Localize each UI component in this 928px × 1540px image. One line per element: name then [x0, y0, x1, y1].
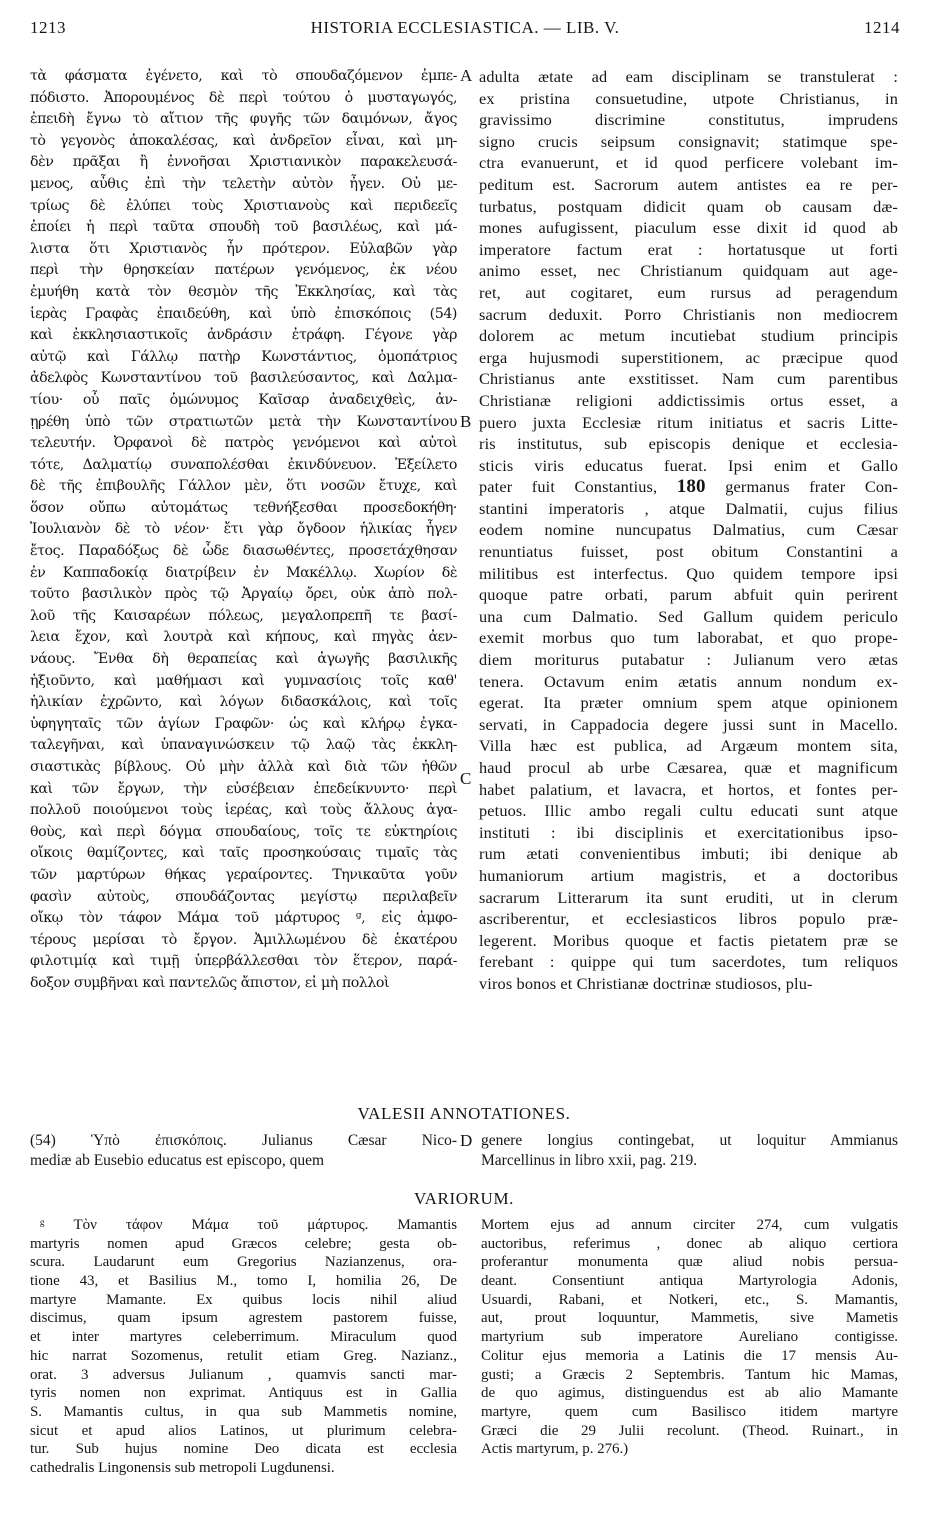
latin-text-line: peditum est. Sacrorum autem antistes ea re per-	[479, 174, 898, 194]
variorum-line: martyre, quem cum Basilisco itidem martyre	[481, 1403, 898, 1420]
latin-text-line: Christianæ religioni addictissimis ortus esset, a	[479, 390, 898, 410]
greek-text-line: ταλεγῆναι, καὶ ὑπαναγινώσκειν τῷ λαῷ τὰς ἐκκλη-	[30, 737, 457, 754]
annotation-line: genere longius contingebat, ut loquitur Ammianus	[481, 1132, 898, 1149]
greek-text-line: Ἰουλιανὸν δὲ τὸ νέον· ἔτι γὰρ ὄγδοον ἡλικίας ἦγεν	[30, 521, 457, 538]
latin-text-line: animo esset, nec Christianum quidquam aut age-	[479, 261, 898, 281]
page-number-right: 1214	[864, 18, 900, 37]
latin-text-line: militibus est interfectus. Quo quidem tempore ipsi	[479, 563, 898, 583]
variorum-title: VARIORUM.	[413, 1189, 515, 1208]
latin-text-line: habet palatium, et lavacra, et hortos, et fontes per-	[479, 779, 898, 799]
greek-text-line: ἱερὰς Γραφὰς ἐπαιδεύθη, καὶ ὑπὸ ἐπισκόποις (54)	[30, 305, 457, 322]
greek-text-line: τρίως δὲ ἐλύπει τοὺς Χριστιανοὺς καὶ περιδεεῖς	[30, 197, 457, 214]
greek-text-line: ἐμυήθη κατὰ τὸν θεσμὸν τῆς Ἐκκλησίας, καὶ τὰς	[30, 283, 457, 300]
greek-text-line: τὰ φάσματα ἐγένετο, καὶ τὸ σπουδαζόμενον ἐμπε-	[30, 68, 457, 84]
greek-text-line: νάους. Ἔνθα δὴ θεραπείας καὶ ἀγωγῆς βασιλικῆς	[30, 651, 457, 668]
latin-text-line: ctra evanuerunt, et id quod perficere volebant im-	[479, 153, 898, 173]
latin-text-column	[479, 66, 898, 995]
latin-text-line: una cum Dalmatio. Sed Gallum quidem periculo	[479, 606, 898, 626]
greek-text-line: περὶ τὴν θρησκείαν πατέρων γενόμενος, ἐκ νέου	[30, 262, 457, 279]
greek-text-line: τοῦτο βασιλικὸν πρὸς τῷ Ἀργαίῳ ὄρει, οὐκ ἀπὸ πολ-	[30, 586, 457, 603]
variorum-line: et inter martyres celeberrimum. Miraculum quod	[30, 1329, 457, 1346]
latin-text-line: imperatore factum erat : hortatusque ut forti	[479, 239, 898, 259]
variorum-line: Græci die 29 Julii recolunt. (Theod. Ruinart., in	[481, 1422, 898, 1439]
greek-text-line: καὶ τῶν ἔργων, τὴν εὐσέβειαν ἐπεδείκνυντο· περὶ	[30, 780, 457, 797]
latin-text-line: mones aufugissent, piaculum esse dixit id quod ab	[479, 218, 898, 238]
latin-text-line: egerat. Ita præter omnium spem atque opinionem	[479, 693, 898, 713]
variorum-line: discimus, quam ipsum agrestem pastorem fuisse,	[30, 1310, 457, 1327]
greek-text-line: οἴκῳ τὸν τάφον Μάμα τοῦ μάρτυρος ᵍ, εἰς ἀμφο-	[30, 910, 457, 927]
latin-text-line: renuntiatus fuisset, post obitum Constantini a	[479, 542, 898, 562]
greek-text-line: τὸ γεγονὸς ἀποκαλέσας, καὶ ἀνδρεῖον εἶναι, καὶ μη-	[30, 132, 457, 149]
latin-text-line: gravissimo discrimine constitutus, imprudens	[479, 110, 898, 130]
latin-text-line: ret, aut cogitaret, eum rursus ad peragendum	[479, 282, 898, 302]
greek-text-line: σιαστικὰς βίβλους. Οὐ μὴν ἀλλὰ καὶ διὰ τῶν ἠθῶν	[30, 759, 457, 775]
latin-text-line: ex pristina consuetudine, utpote Christianus, in	[479, 88, 898, 108]
greek-text-line: τῶν μαρτύρων θήκας γεραίροντες. Τηνικαῦτα γοῦν	[30, 866, 457, 883]
variorum-line: martyre Mamante. Ex quibus locis nihil aliud	[30, 1291, 457, 1308]
variorum-line: proferantur monumenta quæ aliud nobis persua-	[481, 1254, 898, 1271]
latin-text-line: dolorem ac metum incutiebat studium principis	[479, 326, 898, 346]
page-number-left: 1213	[30, 18, 66, 37]
latin-text-line: signo crucis seipsum consignavit; statimque spe-	[479, 131, 898, 151]
latin-text-line: humaniorum artium magistris, et a doctoribus	[479, 865, 898, 885]
greek-text-line: φιλοτιμίᾳ καὶ τιμῇ ὑπερβάλλεσθαι τὸν ἕτερον, παρά-	[30, 953, 457, 970]
annotation-line: mediæ ab Eusebio educatus est episcopo, quem	[30, 1151, 325, 1169]
valesii-annotations-title: VALESII ANNOTATIONES.	[357, 1104, 571, 1123]
variorum-line: martyris nomen apud Græcos celebre; gesta ob-	[30, 1235, 457, 1252]
latin-text-line: stantini imperatoris , atque Dalmatii, cujus filius	[479, 498, 898, 518]
running-title: HISTORIA ECCLESIASTICA. — LIB. V.	[310, 18, 620, 37]
variorum-line: tur. Sub hujus nomine Deo dicata est ecclesia	[30, 1441, 457, 1458]
latin-text-line: eodem nomine nuncupatus Dalmatius, cum Cæsar	[479, 520, 898, 540]
latin-text-line: Christianus ante exstitisset. Nam cum parentibus	[479, 369, 898, 389]
variorum-line: Usuardi, Rabani, et Notkeri, etc., S. Mamantis,	[481, 1291, 898, 1308]
latin-text-line: sacrarum Litterarum ita sunt eruditi, ut in clerum	[479, 887, 898, 907]
latin-text-line: ferebant : quippe qui tum sacerdotes, tum reliquos	[479, 952, 898, 972]
variorum-line: orat. 3 adversus Julianum , quamvis sancti mar-	[30, 1366, 457, 1383]
variorum-line: tyris nomen non exprimat. Antiquus est in Gallia	[30, 1385, 457, 1402]
variorum-line: aut, prout loquuntur, Mammetis, sive Mametis	[481, 1310, 898, 1327]
latin-text-line: quoque patre orbati, parum abfuit quin perirent	[479, 585, 898, 605]
latin-text-line: puero juxta Ecclesiæ ritum initiatus et sacris Litte-	[479, 412, 898, 432]
variorum-line: cathedralis Lingonensis sub metropoli Lugdunensi.	[30, 1459, 335, 1476]
latin-text-line: ris institutus, sub episcopis denique et ecclesia-	[479, 434, 898, 454]
greek-text-line: ἐποίει ἡ περὶ ταῦτα σπουδὴ τοῦ βασιλέως, καὶ μά-	[30, 219, 457, 236]
variorum-line: gusti; a Græcis 2 Septembris. Tantum hic Mamas,	[481, 1366, 898, 1383]
latin-text-line: rum ætati convenientibus imbuti; ibi denique ab	[479, 844, 898, 864]
latin-text-line: turbatus, postquam didicit quam ob causam dæ-	[479, 196, 898, 216]
greek-text-line: καὶ ἐκκλησιαστικοῖς ἀνδράσιν ἐτράφη. Γέγονε γὰρ	[30, 327, 457, 344]
greek-text-line: δοξον συμβῆναι καὶ παντελῶς ἄπιστον, εἰ μὴ πολλοὶ	[30, 974, 390, 991]
greek-text-line: λιστα ὅτι Χριστιανὸς ἦν πρότερον. Εὐλαβῶν γὰρ	[30, 240, 457, 257]
greek-text-line: ὅσον οὔπω αὐτομάτως τεθνήξεσθαι προσεδοκήθη·	[30, 499, 457, 516]
variorum-line: sicut et apud alios Latinos, ut plurimum celebra-	[30, 1422, 457, 1439]
latin-text-line: instituti : ibi disciplinis et exercitationibus ipso-	[479, 822, 898, 842]
margin-marker-b: B	[460, 412, 472, 431]
latin-text-line: Villa hæc est publica, ad Argæum montem sita,	[479, 736, 898, 756]
variorum-line: tione 43, et Basilius M., tomo I, homilia 26, De	[30, 1273, 457, 1290]
greek-text-line: ἡλικίαν ἐχρῶντο, καὶ λόγων διδασκάλοις, καὶ τοῖς	[30, 694, 457, 711]
greek-text-line: λοῦ τῆς Καισαρέων πόλεως, μεγαλοπρεπῆ τε βασί-	[30, 607, 457, 624]
greek-text-line: ἐν Καππαδοκίᾳ διατρίβειν ἐν Μακέλλῳ. Χωρίον δὲ	[30, 564, 457, 581]
greek-text-line: ὑφηγηταῖς τῶν ἁγίων Γραφῶν· ὡς καὶ κλήρῳ ἐγκα-	[30, 715, 457, 732]
latin-text-line: haud procul ab urbe Cæsarea, quæ et magnificum	[479, 758, 898, 777]
latin-text-line: viros bonos et Christianæ doctrinæ studiosos, plu-	[479, 973, 813, 993]
greek-text-line: τελευτήν. Ὀρφανοὶ δὲ πατρὸς γενόμενοι καὶ αὐτοὶ	[30, 435, 457, 452]
variorum-line: S. Mamantis cultus, in qua sub Mammetis nomine,	[30, 1403, 457, 1420]
latin-text-line: ascriberentur, et ecclesiasticos libros populo præ-	[479, 909, 898, 929]
greek-text-line: ῃρέθη ὑπὸ τῶν στρατιωτῶν μετὰ τὴν Κωνσταντίνου	[30, 413, 457, 430]
annotation-line: (54) Ὑπὸ ἐπισκόποις. Julianus Cæsar Nico-	[30, 1132, 457, 1149]
greek-text-line: μενος, αὖθις ἐπὶ τὴν τελετὴν αὐτὸν ἦγεν. Οὐ με-	[30, 175, 457, 192]
latin-text-line: tenera. Octavum enim ætatis annum nondum ex-	[479, 671, 898, 691]
latin-text-line: sacrum deduxit. Porro Christianis non mediocrem	[479, 304, 898, 324]
variorum-line: martyrium sub imperatore Aureliano contigisse.	[481, 1329, 898, 1346]
margin-marker-c: C	[460, 769, 472, 788]
latin-text-line: adulta ætate ad eam disciplinam se transtulerat :	[479, 67, 898, 86]
latin-text-line: sticis viris educatus fuerat. Ipsi enim et Gallo	[479, 455, 898, 475]
greek-text-line: δὲν πρᾶξαι ἢ ἐννοῆσαι Χριστιανικὸν παρακελευσά-	[30, 154, 457, 171]
variorum-line: auctoribus, referimus , donec ab aliquo certiora	[481, 1235, 898, 1252]
variorum-line: Colitur ejus memoria a Latinis die 17 mensis Au-	[481, 1347, 898, 1364]
margin-marker-a: A	[460, 66, 473, 85]
variorum-note-right	[481, 1216, 898, 1459]
variorum-line: deant. Consentiunt antiqua Martyrologia Adonis,	[481, 1273, 898, 1290]
valesii-annotation-right	[481, 1131, 898, 1170]
latin-text-line: exemit morbus quo tum laborabat, et quo prope-	[479, 628, 898, 648]
greek-text-line: τίου· οὗ παῖς ὁμώνυμος Καῖσαρ ἀναδειχθεὶς, ἀν-	[30, 391, 457, 408]
greek-text-line: φασὶν αὐτοὺς, σπουδάζοντας μεγίστῳ περιλαβεῖν	[30, 888, 457, 905]
latin-text-line: petuos. Illic ambo regali cultu educati sunt atque	[479, 801, 898, 821]
greek-text-line: οἴκοις θαμίζοντες, καὶ ταῖς προσηκούσαις τιμαῖς τὰς	[30, 845, 457, 862]
latin-text-line: pater fuit Constantius, 180 germanus frater Con-	[479, 476, 898, 498]
greek-text-line: ἔτος. Παραδόξως δὲ ὧδε διασωθέντες, προσετάχθησαν	[30, 543, 457, 560]
variorum-line: Mortem ejus ad annum circiter 274, cum vulgatis	[481, 1217, 898, 1233]
greek-text-line: τότε, Δαλματίῳ συναπολέσθαι ἐκινδύνευον. Ἐξείλετο	[30, 456, 457, 473]
latin-text-line: erga hujusmodi superstitionem, ac præcipue quod	[479, 347, 898, 367]
latin-text-line: servati, in Cappadocia degere jussi sunt in Macello.	[479, 714, 898, 734]
latin-text-line: diem moriturus putabatur : Julianum vero ætas	[479, 650, 898, 670]
greek-text-line: αὐτῷ καὶ Γάλλῳ πατὴρ Κωνστάντιος, ὁμοπάτριος	[30, 348, 457, 365]
variorum-line: ᵍ Τὸν τάφον Μάμα τοῦ μάρτυρος. Mamantis	[40, 1217, 457, 1233]
greek-text-line: λεια ἔχον, καὶ λουτρὰ καὶ κήπους, καὶ πηγὰς ἀεν-	[30, 629, 457, 646]
annotation-line: Marcellinus in libro xxii, pag. 219.	[481, 1151, 698, 1169]
greek-text-line: τέρους μερίσαι τὸ ἔργον. Ἀμιλλωμένου δὲ ἑκατέρου	[30, 931, 457, 948]
running-header	[30, 18, 900, 44]
margin-marker-d: D	[460, 1131, 473, 1150]
variorum-line: hic narrat Sozomenus, retulit etiam Greg. Nazianz.,	[30, 1347, 457, 1364]
variorum-note-left	[30, 1216, 457, 1478]
greek-text-line: ἐπειδὴ ἔγνω τὸ αἴτιον τῆς φυγῆς τῶν δαιμόνων, ἄγος	[30, 111, 457, 128]
greek-text-line: πολλοῦ ποιούμενοι τοὺς ἱερέας, καὶ τοὺς ἄλλους ἀγα-	[30, 802, 457, 819]
column-number-180: 180	[676, 476, 706, 498]
latin-text-line: legerent. Moribus quoque et factis pietatem præ se	[479, 930, 898, 950]
greek-text-column	[30, 66, 457, 995]
greek-text-line: θοὺς, καὶ περὶ δόγμα σπουδαίους, τοῖς τε εὐκτηρίοις	[30, 823, 457, 840]
variorum-line: scura. Laudarunt eum Gregorius Nazianzenus, ora-	[30, 1254, 457, 1271]
greek-text-line: δὲ τῆς ἐπιβουλῆς Γάλλον μὲν, ὅτι νοσῶν ἔτυχε, καὶ	[30, 478, 457, 495]
variorum-line: de quo agimus, distinguendus est ab alio Mamante	[481, 1385, 898, 1402]
variorum-line: Actis martyrum, p. 276.)	[481, 1441, 629, 1458]
greek-text-line: ἠξιοῦντο, καὶ μαθήμασι καὶ γυμνασίοις τοῖς καθ'	[30, 672, 457, 689]
greek-text-line: πόδιστο. Ἀπορουμένος δὲ περὶ τούτου ὁ μυσταγωγός,	[30, 89, 457, 106]
greek-text-line: ἀδελφὸς Κωνσταντίνου τοῦ βασιλεύσαντος, καὶ Δαλμα-	[30, 370, 457, 387]
valesii-annotation-left	[30, 1131, 457, 1170]
